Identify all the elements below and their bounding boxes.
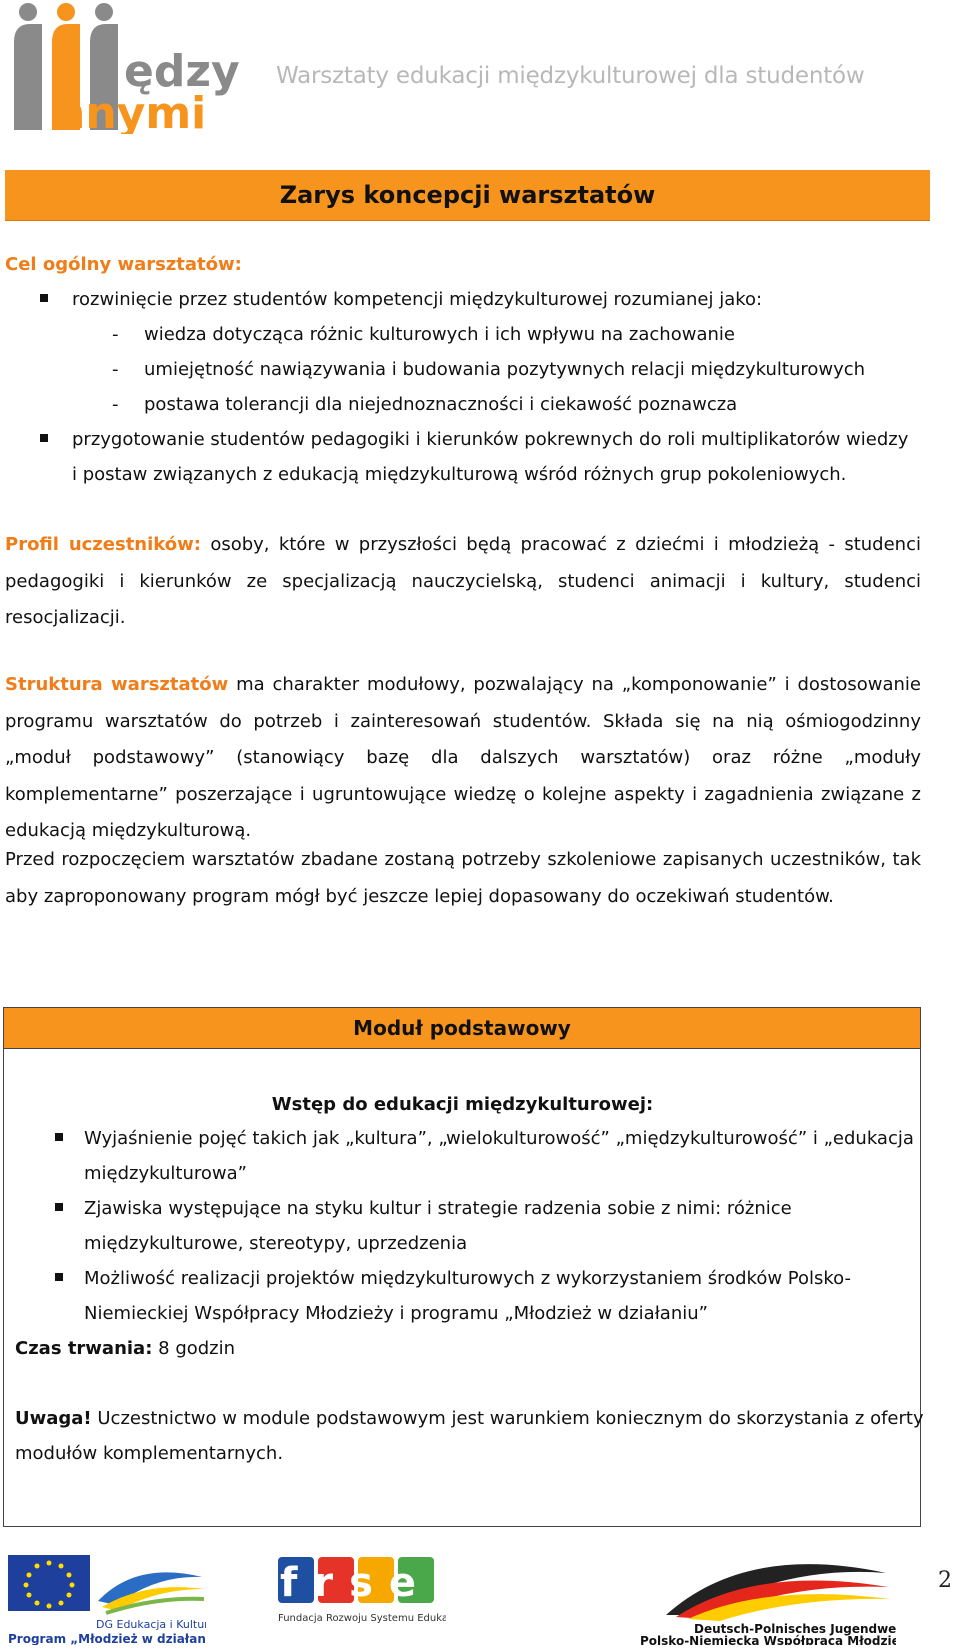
goal-sub-item: postawa tolerancji dla niejednoznaczności i ciekawość poznawcza — [144, 394, 738, 415]
module-duration — [15, 1331, 235, 1368]
duration-label: Czas trwania: — [15, 1338, 153, 1359]
module-item-line-1: Możliwość realizacji projektów międzykulturowych z wykorzystaniem środków Polsko- — [84, 1268, 852, 1289]
structure-text: ma charakter modułowy, pozwalający na „komponowanie” i dostosowanie programu warsztatów do potrzeb i zainteresowań studentów. Składa się na nią ośmiogodzinny „moduł podstawowy” (stanowiący bazę dla dalszych warsztatów) oraz różne „moduły komplementarne” poszerzające i ugruntowujące wiedzę o kolejne aspekty i zagadnienia związane z edukacją międzykulturową. — [5, 674, 921, 841]
module-note-line-1 — [15, 1401, 924, 1438]
profile-text: osoby, które w przyszłości będą pracować z dziećmi i młodzieżą - studenci pedagogiki i kierunków ze specjalizacją nauczycielską, studenci animacji i kultury, studenci resocjalizacji. — [5, 534, 921, 628]
profile-paragraph — [5, 527, 921, 637]
bullet-icon — [55, 1133, 63, 1141]
eu-logo-line-1: DG Edukacja i Kultura — [96, 1618, 206, 1631]
main-title-banner — [5, 170, 930, 221]
goal-sub-item: wiedza dotycząca różnic kulturowych i ich wpływu na zachowanie — [144, 324, 735, 345]
structure-paragraph-2: Przed rozpoczęciem warsztatów zbadane zostaną potrzeby szkoleniowe zapisanych uczestników, tak aby zaproponowany program mógł być jeszcze lepiej dopasowany do oczekiwań studentów. — [5, 849, 921, 907]
goal-bullet-2-line-2: i postaw związanych z edukacją międzykulturową wśród różnych grup pokoleniowych. — [72, 464, 847, 485]
module-item-line-2: międzykulturowa” — [84, 1163, 247, 1184]
goal-bullet-2-line-1: przygotowanie studentów pedagogiki i kierunków pokrewnych do roli multiplikatorów wiedzy — [72, 429, 909, 450]
bullet-icon — [55, 1273, 63, 1281]
goal-bullet-1: rozwinięcie przez studentów kompetencji międzykulturowej rozumianej jako: — [72, 289, 763, 310]
structure-label: Struktura warsztatów — [5, 674, 229, 695]
svg-text:nnymi: nnymi — [54, 88, 207, 134]
pnwm-logo — [636, 1553, 896, 1645]
svg-text:ędzy: ędzy — [124, 46, 240, 97]
note-text: Uczestnictwo w module podstawowym jest warunkiem koniecznym do skorzystania z oferty — [97, 1408, 924, 1429]
profile-label: Profil uczestników: — [5, 534, 201, 555]
document-header-title: Warsztaty edukacji międzykulturowej dla studentów — [276, 63, 865, 89]
page-number: 2 — [938, 1568, 952, 1593]
dash-icon: - — [112, 394, 119, 415]
structure-paragraph — [5, 667, 921, 850]
main-title: Zarys koncepcji warsztatów — [279, 181, 656, 209]
module-subtitle: Wstęp do edukacji międzykulturowej: — [271, 1094, 654, 1115]
module-note-line-2: modułów komplementarnych. — [15, 1443, 284, 1464]
frse-letters: frse — [279, 1560, 433, 1606]
pnwm-line-2: Polsko-Niemiecka Współpraca Młodzieży — [640, 1634, 896, 1645]
dash-icon: - — [112, 359, 119, 380]
module-header: Moduł podstawowy — [4, 1008, 920, 1049]
frse-logo — [276, 1553, 446, 1629]
frse-caption: Fundacja Rozwoju Systemu Edukacji — [278, 1613, 446, 1624]
module-item-line-2: Niemieckiej Współpracy Młodzieży i programu „Młodzież w działaniu” — [84, 1303, 708, 1324]
dash-icon: - — [112, 324, 119, 345]
goal-sub-item: umiejętność nawiązywania i budowania pozytywnych relacji międzykulturowych — [144, 359, 866, 380]
logo-miedzy-innymi — [8, 2, 248, 134]
note-label: Uwaga! — [15, 1408, 92, 1429]
duration-value: 8 godzin — [158, 1338, 236, 1359]
pnwm-line-1: Deutsch-Polnisches Jugendwerk — [694, 1622, 896, 1636]
bullet-icon — [55, 1203, 63, 1211]
bullet-icon — [40, 434, 48, 442]
module-item-line-1: Zjawiska występujące na styku kultur i strategie radzenia sobie z nimi: różnice — [84, 1198, 792, 1219]
module-item-line-1: Wyjaśnienie pojęć takich jak „kultura”, „wielokulturowość” „międzykulturowość” i „edukacja — [84, 1128, 914, 1149]
eu-logo-line-2: Program „Młodzież w działaniu” — [8, 1632, 206, 1645]
bullet-icon — [40, 294, 48, 302]
goal-label: Cel ogólny warsztatów: — [5, 254, 242, 275]
module-item-line-2: międzykulturowe, stereotypy, uprzedzenia — [84, 1233, 468, 1254]
eu-youth-in-action-logo — [6, 1553, 206, 1645]
